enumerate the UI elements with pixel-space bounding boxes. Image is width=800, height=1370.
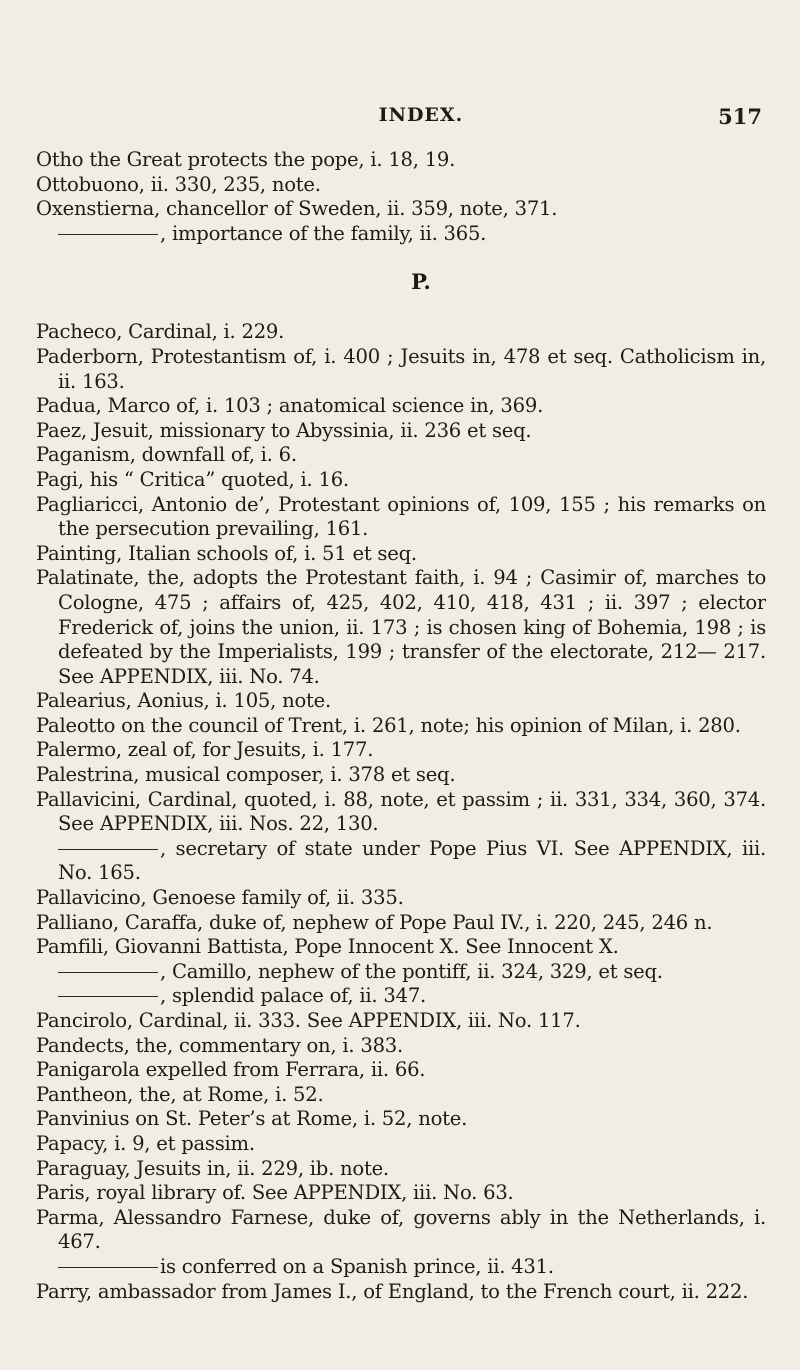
index-entry: Paganism, downfall of, i. 6. [36,443,297,467]
index-entry: Pamfili, Giovanni Battista, Pope Innocent X. See Innocent X. [36,935,619,959]
ditto-rule [58,1267,158,1268]
index-subentry-text: , Camillo, nephew of the pontiff, ii. 324, 329, et seq. [160,959,663,983]
index-entry: Pagi, his “ Critica” quoted, i. 16. [36,467,349,491]
index-subentry-text: , secretary of state under Pope Pius VI. See APPENDIX, iii. No. 165. [58,836,766,885]
index-entry: Pallavicino, Genoese family of, ii. 335. [36,886,404,910]
index-entry: Paleotto on the council of Trent, i. 261, note; his opinion of Milan, i. 280. [36,713,741,737]
index-entry: Pandects, the, commentary on, i. 383. [36,1033,403,1057]
index-entry: Panvinius on St. Peter’s at Rome, i. 52, note. [36,1107,468,1131]
index-entries-p [36,320,766,1304]
ditto-rule [58,234,158,235]
index-entry: Palatinate, the, adopts the Protestant faith, i. 94 ; Casimir of, marches to Cologne, 475 ; affairs of, 425, 402, 410, 418, 431 ; ii. 397 ; elector Frederick of, joins the union, ii. 173 ; is chosen king of Bohemia, 198 ; is defeated by the Imperialists, 199 ; transfer of the electorate, 212— 217. See APPENDIX, iii. No. 74. [36,566,766,688]
index-page [36,94,766,1354]
index-subentry [36,984,766,1009]
index-entry: Paderborn, Protestantism of, i. 400 ; Jesuits in, 478 et seq. Catholicism in, ii. 163. [36,344,766,393]
index-entry: Paraguay, Jesuits in, ii. 229, ib. note. [36,1156,389,1180]
index-entry: Otho the Great protects the pope, i. 18, 19. [36,148,456,171]
index-entry: Parma, Alessandro Farnese, duke of, governs ably in the Netherlands, i. 467. [36,1205,766,1254]
index-entry: Padua, Marco of, i. 103 ; anatomical science in, 369. [36,394,544,418]
index-entry: Oxenstierna, chancellor of Sweden, ii. 359, note, 371. [36,197,558,221]
index-entry: Ottobuono, ii. 330, 235, note. [36,172,321,196]
index-entry: Pagliaricci, Antonio de’, Protestant opinions of, 109, 155 ; his remarks on the persecution prevailing, 161. [36,492,766,541]
running-head-title: INDEX. [378,104,464,126]
index-subentry-text: is conferred on a Spanish prince, ii. 431. [160,1254,554,1278]
index-entry: Pancirolo, Cardinal, ii. 333. See APPENDIX, iii. No. 117. [36,1009,581,1032]
index-entry: Pallavicini, Cardinal, quoted, i. 88, note, et passim ; ii. 331, 334, 360, 374. See APPENDIX, iii. Nos. 22, 130. [36,787,766,836]
section-letter: P. [411,269,431,295]
ditto-rule [58,996,158,997]
ditto-rule [58,849,158,850]
index-entry: Painting, Italian schools of, i. 51 et seq. [36,541,417,565]
index-subentry [36,837,766,886]
page-number: 517 [718,104,762,129]
index-entry: Pantheon, the, at Rome, i. 52. [36,1082,324,1106]
index-subentry [36,960,766,985]
index-entry: Pacheco, Cardinal, i. 229. [36,320,285,344]
index-entry: Panigarola expelled from Ferrara, ii. 66. [36,1058,426,1082]
index-subentry-text: , importance of the family, ii. 365. [160,221,487,245]
index-entry: Palermo, zeal of, for Jesuits, i. 177. [36,738,374,762]
index-entry: Papacy, i. 9, et passim. [36,1131,255,1155]
index-entry: Parry, ambassador from James I., of England, to the French court, ii. 222. [36,1279,749,1303]
index-entry: Palestrina, musical composer, i. 378 et seq. [36,763,456,787]
index-entry: Paris, royal library of. See APPENDIX, iii. No. 63. [36,1181,514,1205]
index-entry: Paez, Jesuit, missionary to Abyssinia, ii. 236 et seq. [36,418,532,442]
index-entry: Palliano, Caraffa, duke of, nephew of Pope Paul IV., i. 220, 245, 246 n. [36,910,713,934]
index-subentry-text: , splendid palace of, ii. 347. [160,984,427,1008]
running-head [36,104,766,128]
index-entries-o [36,148,766,246]
ditto-rule [58,972,158,973]
index-subentry [36,1255,766,1280]
index-subentry [36,222,766,247]
index-entry: Palearius, Aonius, i. 105, note. [36,689,331,713]
